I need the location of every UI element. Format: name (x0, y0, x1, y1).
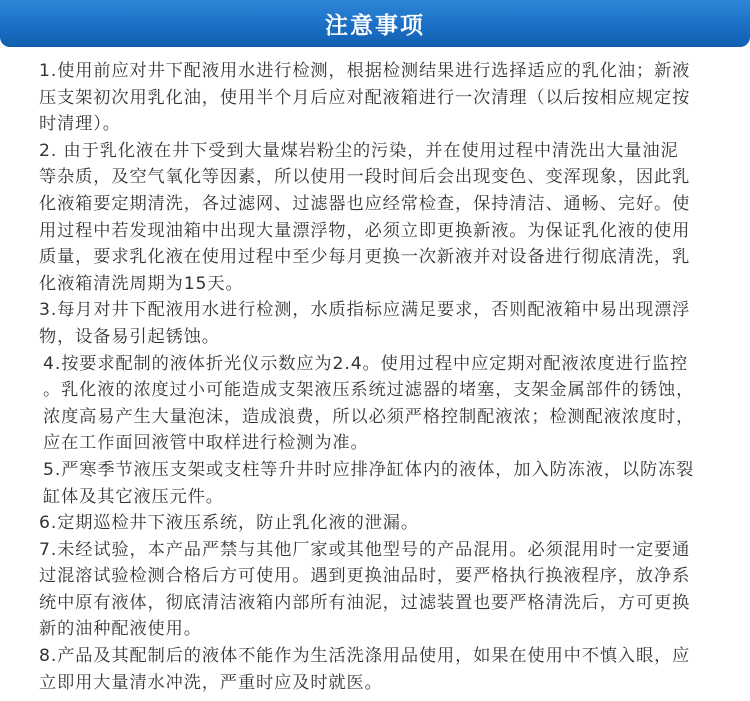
note-8: 8.产品及其配制后的液体不能作为生活洗涤用品使用，如果在使用中不慎入眼，应 立即用大量清水冲洗，严重时应及时就医。 (39, 646, 691, 693)
note-6: 6.定期巡检井下液压系统，防止乳化液的泄漏。 (39, 513, 419, 534)
note-1: 1.使用前应对井下配液用水进行检测，根据检测结果进行选择适应的乳化油；新液 压支架初次用乳化油，使用半个月后应对配液箱进行一次清理（以后按相应规定按 时清理）。 (39, 61, 691, 135)
page-title: 注意事项 (325, 13, 425, 39)
note-5: 5.严寒季节液压支架或支柱等升井时应排净缸体内的液体，加入防冻液，以防冻裂 缸体及其它液压元件。 (43, 459, 695, 507)
header-banner (0, 0, 750, 47)
note-4: 4.按要求配制的液体折光仪示数应为2.4。使用过程中应定期对配液浓度进行监控 。乳化液的浓度过小可能造成支架液压系统过滤器的堵塞，支架金属部件的锈蚀， 浓度高易产生大量泡沫，造成浪费，所以必须严格控制配液浓；检测配液浓度时， 应在工作面回液管中取样进行检测为准。 (43, 353, 695, 454)
note-3: 3.每月对井下配液用水进行检测，水质指标应满足要求，否则配液箱中易出现漂浮 物，设备易引起锈蚀。 (39, 300, 691, 347)
note-7: 7.未经试验，本产品严禁与其他厂家或其他型号的产品混用。必须混用时一定要通 过混溶试验检测合格后方可使用。遇到更换油品时，要严格执行换液程序，放净系 统中原有液体，彻底清洁液箱内部所有油泥，过滤装置也要严格清洗后，方可更换 新的油种配液使用。 (39, 539, 691, 640)
notes-list (39, 58, 719, 696)
note-2: 2. 由于乳化液在井下受到大量煤岩粉尘的污染，并在使用过程中清洗出大量油泥 等杂质，及空气氧化等因素，所以使用一段时间后会出现变色、变浑现象，因此乳 化液箱要定期清洗，各过滤网、过滤器也应经常检查，保持清洁、通畅、完好。使 用过程中若发现油箱中出现大量漂浮物，必须立即更换新液。为保证乳化液的使用 质量，要求乳化液在使用过程中至少每月更换一次新液并对设备进行彻底清洗，乳 化液箱清洗周期为15天。 (39, 140, 691, 294)
